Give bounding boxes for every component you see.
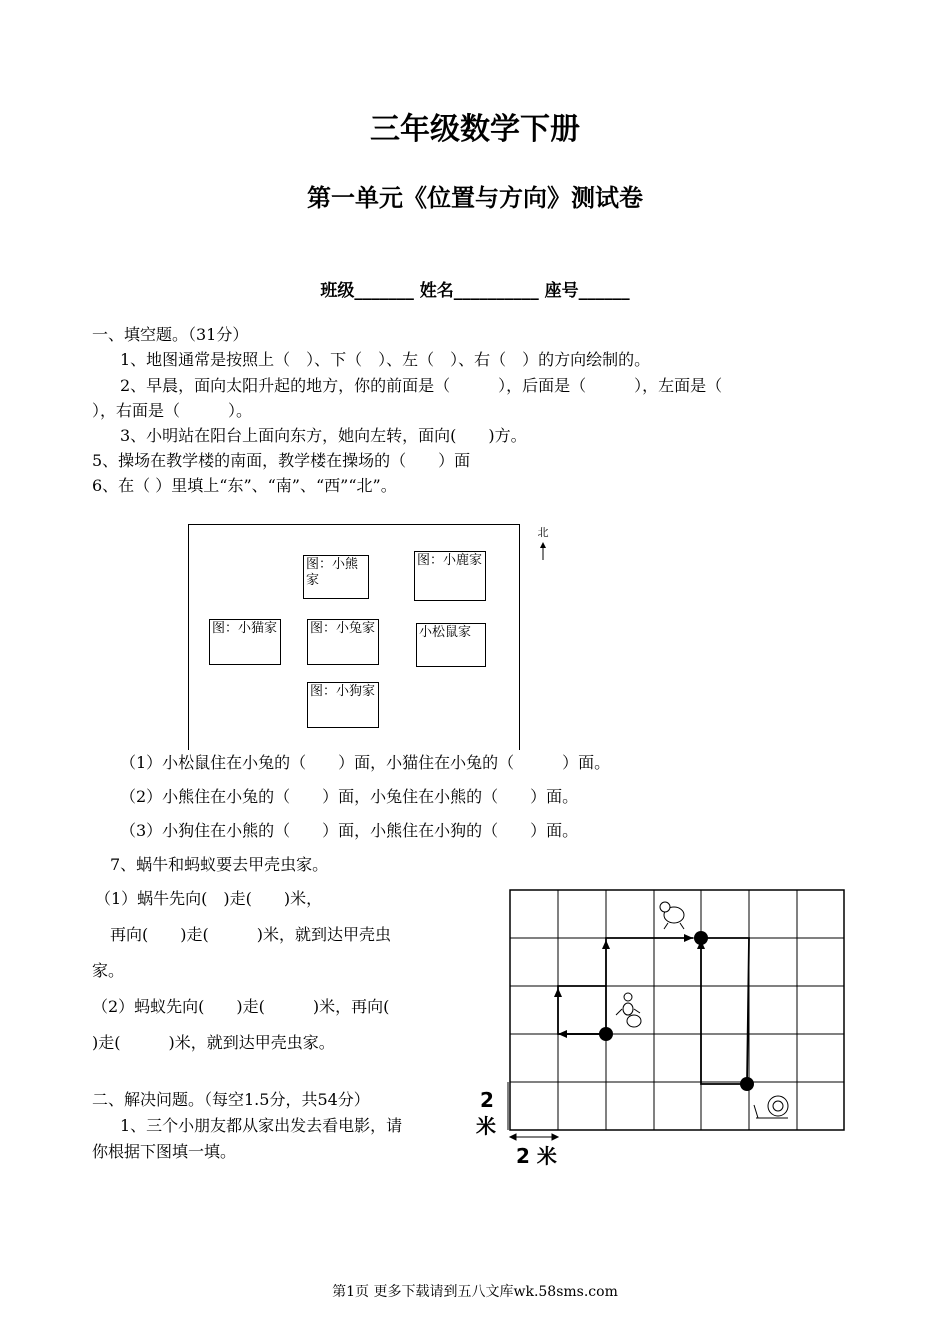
grid-lines — [510, 890, 844, 1130]
question-7: 7、蜗牛和蚂蚁要去甲壳虫家。 — [110, 855, 329, 874]
house-bear: 图：小熊家 — [303, 555, 369, 599]
question-3: 3、小明站在阳台上面向东方，她向左转，面向( )方。 — [120, 426, 527, 445]
ant-icon — [616, 993, 641, 1027]
page-title: 三年级数学下册 — [370, 112, 580, 147]
section1-heading: 一、填空题。（31分） — [92, 325, 249, 344]
route-grid-diagram — [476, 885, 868, 1175]
scale-markers — [508, 1082, 558, 1140]
question-7-1-line1: （1）蜗牛先向( )走( )米， — [95, 889, 323, 908]
question-6-1: （1）小松鼠住在小兔的（ ）面，小猫住在小兔的（ ）面。 — [120, 750, 610, 773]
house-dog: 图：小狗家 — [307, 682, 379, 728]
question-5: 5、操场在教学楼的南面，教学楼在操场的（ ）面 — [92, 451, 471, 470]
house-cat: 图：小猫家 — [209, 619, 281, 665]
scale-horizontal-label: 2 米 — [516, 1144, 557, 1168]
page-footer: 第1页 更多下载请到五八文库wk.58sms.com — [332, 1284, 618, 1300]
question-7-1-line2: 再向( )走( )米，就到达甲壳虫 — [110, 925, 391, 944]
question-6-3: （3）小狗住在小熊的（ ）面，小熊住在小狗的（ ）面。 — [120, 821, 579, 840]
north-indicator — [535, 524, 551, 565]
section2-heading: 二、解决问题。（每空1.5分，共54分） — [92, 1090, 370, 1109]
question-2-line1: 2、早晨，面向太阳升起的地方，你的前面是（ ），后面是（ ），左面是（ — [120, 376, 723, 395]
section2-question-1-line1: 1、三个小朋友都从家出发去看电影，请 — [120, 1116, 403, 1135]
student-info-line: 班级_______ 姓名__________ 座号______ — [320, 281, 630, 301]
house-rabbit: 图：小兔家 — [307, 619, 379, 665]
question-6: 6、在（ ）里填上“东”、“南”、“西”“北”。 — [92, 476, 397, 495]
north-arrow-icon — [535, 540, 551, 562]
house-deer: 图：小鹿家 — [414, 551, 486, 601]
question-2-line2: ），右面是（ ）。 — [92, 401, 253, 420]
beetle-icon — [660, 902, 684, 929]
page-subtitle: 第一单元《位置与方向》测试卷 — [307, 184, 643, 212]
house-map — [188, 524, 520, 760]
ant-start-dot — [599, 1027, 613, 1041]
snail-icon — [754, 1096, 788, 1118]
question-7-2-line1: （2）蚂蚁先向( )走( )米，再向( — [92, 997, 390, 1016]
question-6-2: （2）小熊住在小兔的（ ）面，小兔住在小熊的（ ）面。 — [120, 787, 579, 806]
snail-start-dot — [740, 1077, 754, 1091]
question-1: 1、地图通常是按照上（ ）、下（ ）、左（ ）、右（ ）的方向绘制的。 — [120, 350, 651, 369]
house-squirrel: 小松鼠家 — [416, 623, 486, 667]
scale-vertical-unit: 米 — [476, 1114, 496, 1138]
north-label: 北 — [537, 526, 549, 539]
beetle-home-dot — [694, 931, 708, 945]
section2-question-1-line2: 你根据下图填一填。 — [92, 1142, 237, 1161]
question-7-1-line3: 家。 — [92, 961, 125, 980]
question-7-2-line2: )走( )米，就到达甲壳虫家。 — [92, 1033, 335, 1052]
scale-vertical-number: 2 — [480, 1088, 494, 1112]
